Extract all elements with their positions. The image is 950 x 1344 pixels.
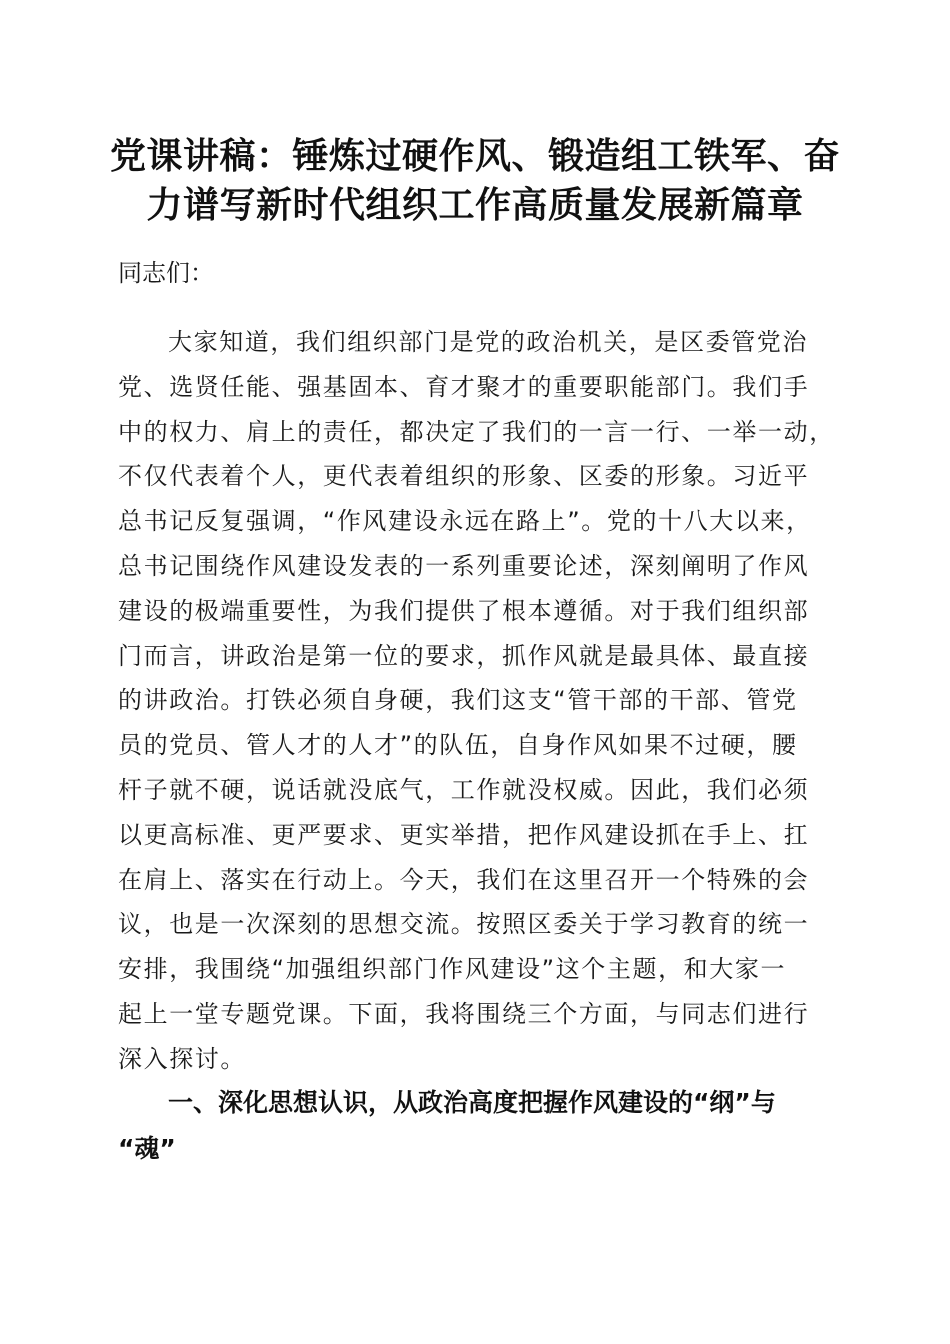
title-line: 党课讲稿：锤炼过硬作风、锻造组工铁军、奋: [109, 135, 840, 177]
paragraph-line: 议，也是一次深刻的思想交流。按照区委关于学习教育的统一: [118, 910, 810, 939]
paragraph-line: 不仅代表着个人，更代表着组织的形象、区委的形象。习近平: [118, 462, 810, 491]
paragraph-line: 在肩上、落实在行动上。今天，我们在这里召开一个特殊的会: [118, 865, 810, 894]
paragraph-line: 总书记反复强调，“作风建设永远在路上”。党的十八大以来，: [118, 507, 812, 536]
paragraph-line: 建设的极端重要性，为我们提供了根本遵循。对于我们组织部: [118, 596, 810, 625]
paragraph-line: 党、选贤任能、强基固本、育才聚才的重要职能部门。我们手: [118, 372, 810, 401]
document-title: [100, 132, 850, 230]
paragraph-line: 总书记围绕作风建设发表的一系列重要论述，深刻阐明了作风: [118, 551, 810, 580]
section-heading: [118, 1080, 838, 1172]
title-line: 力谱写新时代组织工作高质量发展新篇章: [146, 184, 804, 226]
paragraph-line: 杆子就不硬，说话就没底气，工作就没权威。因此，我们必须: [118, 775, 810, 804]
paragraph-line: 门而言，讲政治是第一位的要求，抓作风就是最具体、最直接: [118, 641, 810, 670]
paragraph-line: 大家知道，我们组织部门是党的政治机关，是区委管党治: [168, 328, 808, 356]
paragraph-line: 以更高标准、更严要求、更实举措，把作风建设抓在手上、扛: [118, 820, 810, 849]
paragraph-line: 深入探讨。: [118, 1044, 246, 1073]
paragraph-line: 安排，我围绕“加强组织部门作风建设”这个主题，和大家一: [118, 955, 787, 984]
paragraph-line: 员的党员、管人才的人才”的队伍，自身作风如果不过硬，腰: [118, 731, 798, 760]
paragraph-line: 起上一堂专题党课。下面，我将围绕三个方面，与同志们进行: [118, 999, 810, 1028]
salutation: 同志们：: [118, 259, 214, 287]
body-paragraph: [118, 320, 838, 1082]
paragraph-line: 中的权力、肩上的责任，都决定了我们的一言一行、一举一动，: [118, 417, 835, 446]
section-heading-line: 一、深化思想认识，从政治高度把握作风建设的“纲”与: [168, 1088, 776, 1117]
paragraph-line: 的讲政治。打铁必须自身硬，我们这支“管干部的干部、管党: [118, 686, 798, 715]
section-heading-line: “魂”: [118, 1134, 176, 1163]
